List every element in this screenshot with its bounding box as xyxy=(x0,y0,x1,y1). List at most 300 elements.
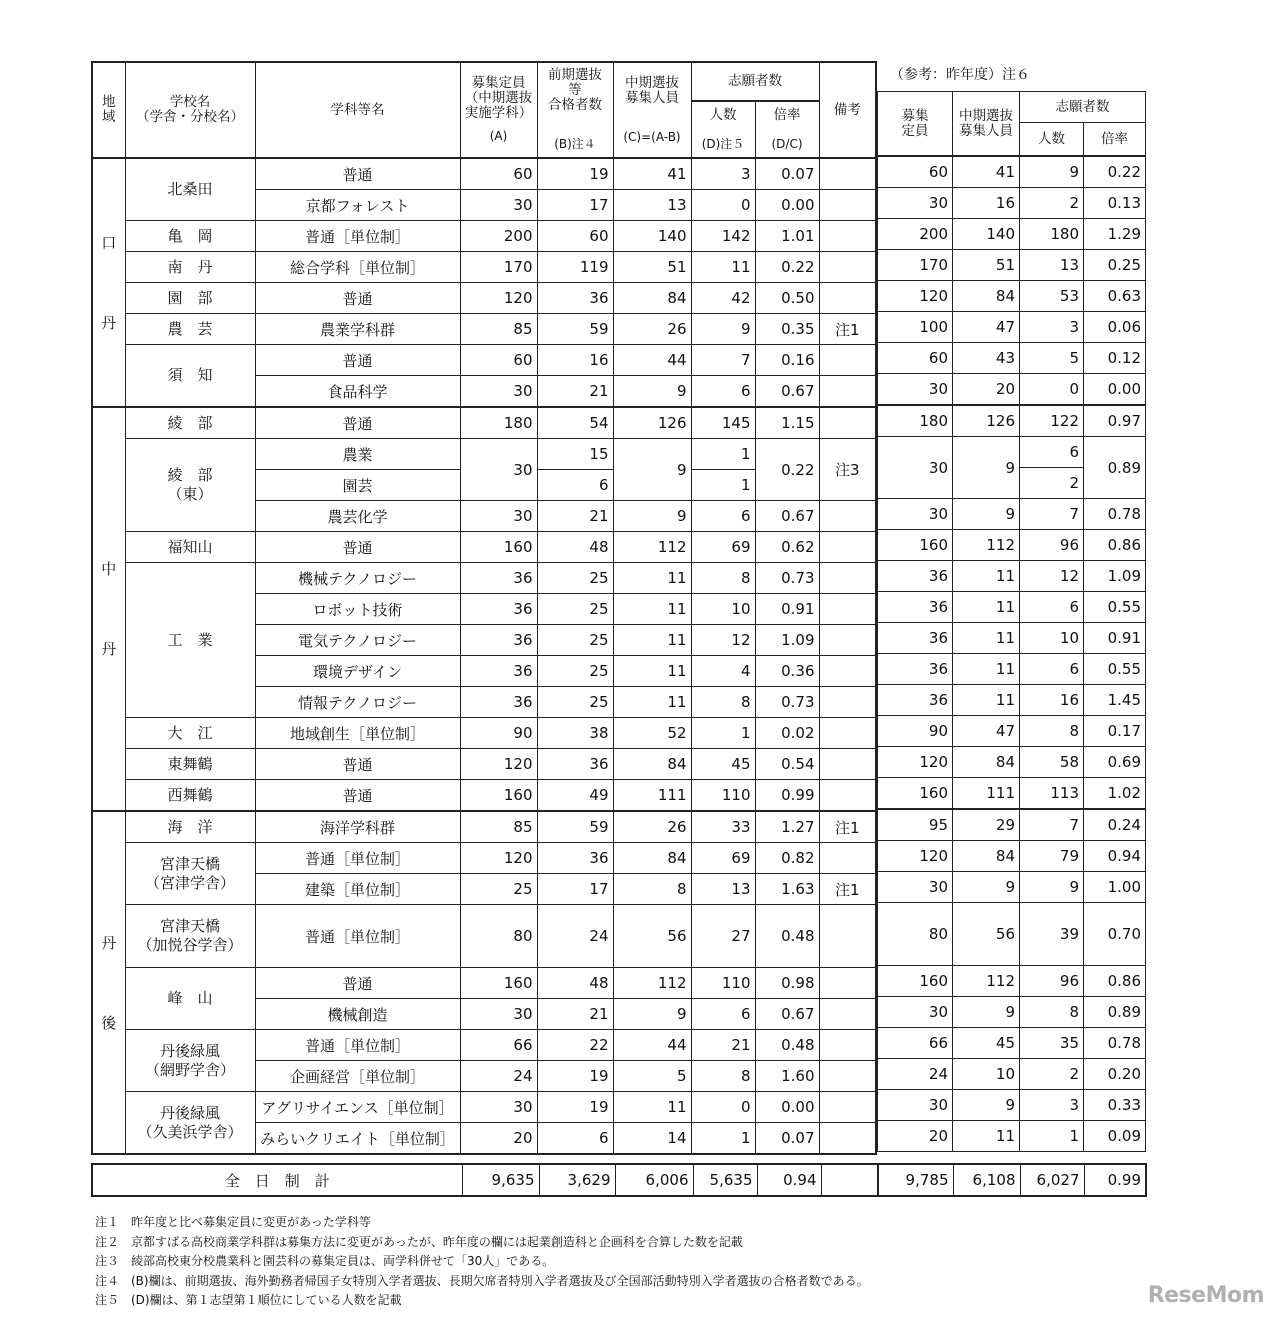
department-name: 普通［単位制］ xyxy=(255,905,460,968)
count-value: 12 xyxy=(691,625,755,656)
table-row xyxy=(92,158,876,190)
ratio-value: 0.82 xyxy=(755,843,819,874)
school-name: 丹後緑風 （網野学舎） xyxy=(125,1030,255,1092)
header-ratio-sub: (D/C) xyxy=(771,136,803,151)
capacity-value: 25 xyxy=(460,874,537,905)
remarks-value xyxy=(819,1061,876,1092)
table-row xyxy=(92,1092,876,1123)
count-value: 4 xyxy=(691,656,755,687)
mid-value: 126 xyxy=(613,407,691,439)
ref-capacity-value: 170 xyxy=(878,250,953,281)
header-capacity-sub: (A) xyxy=(489,129,508,143)
ref-table-row xyxy=(878,841,1146,872)
ref-table-row xyxy=(878,966,1146,997)
ratio-value: 0.54 xyxy=(755,749,819,780)
ref-count-value: 53 xyxy=(1020,281,1084,312)
department-name: 普通 xyxy=(255,968,460,999)
totals-reference-row xyxy=(877,1163,1147,1197)
totals-ref-capacity: 9,785 xyxy=(878,1164,953,1196)
table-row xyxy=(92,968,876,999)
header-area: 地域 xyxy=(92,62,125,158)
totals-ref-mid: 6,108 xyxy=(953,1164,1020,1196)
totals-ref-ratio: 0.99 xyxy=(1084,1164,1146,1196)
department-name: 機械テクノロジー xyxy=(255,563,460,594)
capacity-value: 30 xyxy=(460,999,537,1030)
remarks-value xyxy=(819,1092,876,1123)
department-name: 海洋学科群 xyxy=(255,811,460,843)
ref-capacity-value: 20 xyxy=(878,1121,953,1152)
ref-mid-value: 11 xyxy=(953,592,1020,623)
ratio-value: 0.22 xyxy=(755,252,819,283)
table-row xyxy=(92,283,876,314)
mid-value: 41 xyxy=(613,158,691,190)
school-name: 南 丹 xyxy=(125,252,255,283)
ref-table-row xyxy=(878,499,1146,530)
ref-capacity-value: 180 xyxy=(878,405,953,437)
capacity-value: 85 xyxy=(460,811,537,843)
table-row xyxy=(92,780,876,812)
ref-table-row xyxy=(878,561,1146,592)
ref-capacity-value: 160 xyxy=(878,778,953,810)
mid-value: 44 xyxy=(613,1030,691,1061)
mid-value: 9 xyxy=(613,439,691,501)
department-name: 食品科学 xyxy=(255,376,460,408)
remarks-value: 注1 xyxy=(819,314,876,345)
ref-table-row xyxy=(878,1121,1146,1152)
early-value: 59 xyxy=(537,811,613,843)
ref-capacity-value: 120 xyxy=(878,281,953,312)
capacity-value: 30 xyxy=(460,501,537,532)
count-value: 10 xyxy=(691,594,755,625)
ref-table-row xyxy=(878,219,1146,250)
count-value: 110 xyxy=(691,780,755,812)
table-row xyxy=(92,532,876,563)
school-name: 園 部 xyxy=(125,283,255,314)
ref-mid-value: 11 xyxy=(953,654,1020,685)
ratio-value: 0.35 xyxy=(755,314,819,345)
ratio-value: 0.91 xyxy=(755,594,819,625)
ref-count-value: 7 xyxy=(1020,499,1084,530)
count-value: 33 xyxy=(691,811,755,843)
count-value: 0 xyxy=(691,1092,755,1123)
ref-count-value: 12 xyxy=(1020,561,1084,592)
remarks-value xyxy=(819,563,876,594)
ref-capacity-value: 60 xyxy=(878,156,953,188)
ref-table-row xyxy=(878,156,1146,188)
ref-mid-value: 9 xyxy=(953,499,1020,530)
remarks-value xyxy=(819,843,876,874)
count-value: 8 xyxy=(691,563,755,594)
ref-capacity-value: 30 xyxy=(878,997,953,1028)
ref-ratio-value: 0.55 xyxy=(1084,592,1146,623)
ref-count-value: 96 xyxy=(1020,530,1084,561)
totals-b: 3,629 xyxy=(539,1164,615,1196)
count-value: 69 xyxy=(691,532,755,563)
count-value: 8 xyxy=(691,687,755,718)
early-value: 54 xyxy=(537,407,613,439)
ref-mid-value: 16 xyxy=(953,188,1020,219)
early-value: 36 xyxy=(537,843,613,874)
school-name: 工 業 xyxy=(125,563,255,718)
ref-table-row xyxy=(878,437,1146,468)
mid-value: 84 xyxy=(613,283,691,314)
remarks-value xyxy=(819,656,876,687)
capacity-value: 170 xyxy=(460,252,537,283)
ref-ratio-value: 0.24 xyxy=(1084,809,1146,841)
ref-mid-value: 10 xyxy=(953,1059,1020,1090)
count-value: 7 xyxy=(691,345,755,376)
ref-header-count: 人数 xyxy=(1020,123,1084,157)
ratio-value: 0.73 xyxy=(755,563,819,594)
school-name: 亀 岡 xyxy=(125,221,255,252)
ref-capacity-value: 200 xyxy=(878,219,953,250)
ref-capacity-value: 160 xyxy=(878,530,953,561)
header-mid-sub: (C)=(A-B) xyxy=(623,129,681,144)
school-name: 須 知 xyxy=(125,345,255,408)
ref-capacity-value: 120 xyxy=(878,841,953,872)
count-value: 3 xyxy=(691,158,755,190)
ref-count-value: 6 xyxy=(1020,654,1084,685)
count-value: 21 xyxy=(691,1030,755,1061)
remarks-value: 注1 xyxy=(819,874,876,905)
early-value: 25 xyxy=(537,625,613,656)
ref-ratio-value: 0.09 xyxy=(1084,1121,1146,1152)
remarks-value xyxy=(819,501,876,532)
remarks-value xyxy=(819,625,876,656)
ref-mid-value: 140 xyxy=(953,219,1020,250)
capacity-value: 30 xyxy=(460,376,537,408)
ref-capacity-value: 80 xyxy=(878,903,953,966)
header-capacity-label: 募集定員 （中期選抜 実施学科） xyxy=(464,75,533,121)
department-name: 普通 xyxy=(255,158,460,190)
ref-table-row xyxy=(878,623,1146,654)
remarks-value: 注3 xyxy=(819,439,876,501)
early-value: 15 xyxy=(537,439,613,470)
table-row xyxy=(92,314,876,345)
mid-value: 51 xyxy=(613,252,691,283)
ref-mid-value: 112 xyxy=(953,966,1020,997)
ref-table-row xyxy=(878,778,1146,810)
mid-value: 5 xyxy=(613,1061,691,1092)
mid-value: 11 xyxy=(613,625,691,656)
early-value: 48 xyxy=(537,532,613,563)
department-name: 普通 xyxy=(255,283,460,314)
main-table xyxy=(91,61,877,1155)
ref-ratio-value: 1.45 xyxy=(1084,685,1146,716)
school-name: 農 芸 xyxy=(125,314,255,345)
early-value: 22 xyxy=(537,1030,613,1061)
ref-table-row xyxy=(878,903,1146,966)
ref-mid-value: 84 xyxy=(953,281,1020,312)
school-name: 西舞鶴 xyxy=(125,780,255,812)
ref-ratio-value: 0.25 xyxy=(1084,250,1146,281)
ref-table-row xyxy=(878,997,1146,1028)
count-value: 13 xyxy=(691,874,755,905)
capacity-value: 36 xyxy=(460,563,537,594)
department-name: 普通［単位制］ xyxy=(255,221,460,252)
capacity-value: 120 xyxy=(460,749,537,780)
capacity-value: 200 xyxy=(460,221,537,252)
count-value: 1 xyxy=(691,470,755,501)
remarks-value xyxy=(819,252,876,283)
ref-ratio-value: 0.00 xyxy=(1084,374,1146,406)
ref-count-value: 8 xyxy=(1020,716,1084,747)
capacity-value: 20 xyxy=(460,1123,537,1155)
remarks-value xyxy=(819,345,876,376)
capacity-value: 36 xyxy=(460,687,537,718)
ref-ratio-value: 1.00 xyxy=(1084,872,1146,903)
ref-ratio-value: 0.89 xyxy=(1084,437,1146,499)
capacity-value: 36 xyxy=(460,625,537,656)
ratio-value: 0.00 xyxy=(755,190,819,221)
ref-ratio-value: 0.91 xyxy=(1084,623,1146,654)
capacity-value: 80 xyxy=(460,905,537,968)
ref-mid-value: 11 xyxy=(953,685,1020,716)
ref-mid-value: 11 xyxy=(953,1121,1020,1152)
totals-d: 5,635 xyxy=(693,1164,757,1196)
early-value: 25 xyxy=(537,594,613,625)
ref-ratio-value: 0.70 xyxy=(1084,903,1146,966)
department-name: 農業 xyxy=(255,439,460,470)
department-name: 建築［単位制］ xyxy=(255,874,460,905)
table-row xyxy=(92,345,876,376)
count-value: 11 xyxy=(691,252,755,283)
mid-value: 9 xyxy=(613,999,691,1030)
ratio-value: 0.22 xyxy=(755,439,819,501)
footnote: 注３ 綾部高校東分校農業科と園芸科の募集定員は、両学科併せて「30人」である。 xyxy=(95,1254,555,1268)
department-name: 普通［単位制］ xyxy=(255,843,460,874)
mid-value: 11 xyxy=(613,1092,691,1123)
ref-capacity-value: 30 xyxy=(878,437,953,499)
department-name: 普通 xyxy=(255,345,460,376)
capacity-value: 24 xyxy=(460,1061,537,1092)
remarks-value xyxy=(819,749,876,780)
ref-ratio-value: 0.78 xyxy=(1084,499,1146,530)
totals-ratio: 0.94 xyxy=(757,1164,821,1196)
ref-capacity-value: 36 xyxy=(878,561,953,592)
header-early-sub: (B)注４ xyxy=(554,137,596,151)
department-name: 機械創造 xyxy=(255,999,460,1030)
department-name: 地域創生［単位制］ xyxy=(255,718,460,749)
header-remarks: 備考 xyxy=(819,62,876,158)
ref-ratio-value: 0.20 xyxy=(1084,1059,1146,1090)
ref-table-row xyxy=(878,685,1146,716)
remarks-value xyxy=(819,407,876,439)
footnotes xyxy=(95,1213,869,1311)
ref-mid-value: 84 xyxy=(953,747,1020,778)
ref-table-row xyxy=(878,872,1146,903)
remarks-value xyxy=(819,718,876,749)
ref-ratio-value: 0.78 xyxy=(1084,1028,1146,1059)
mid-value: 26 xyxy=(613,314,691,345)
mid-value: 11 xyxy=(613,656,691,687)
mid-value: 11 xyxy=(613,563,691,594)
ref-capacity-value: 30 xyxy=(878,188,953,219)
school-name: 峰 山 xyxy=(125,968,255,1030)
count-value: 45 xyxy=(691,749,755,780)
count-value: 145 xyxy=(691,407,755,439)
remarks-value xyxy=(819,780,876,812)
ref-count-value: 2 xyxy=(1020,468,1084,499)
department-name: アグリサイエンス［単位制］ xyxy=(255,1092,460,1123)
capacity-value: 36 xyxy=(460,594,537,625)
early-value: 25 xyxy=(537,687,613,718)
ref-mid-value: 9 xyxy=(953,997,1020,1028)
table-row xyxy=(92,563,876,594)
ref-capacity-value: 36 xyxy=(878,592,953,623)
ref-table-row xyxy=(878,188,1146,219)
ref-ratio-value: 1.09 xyxy=(1084,561,1146,592)
remarks-value xyxy=(819,283,876,314)
ref-ratio-value: 0.55 xyxy=(1084,654,1146,685)
count-value: 6 xyxy=(691,376,755,408)
remarks-value xyxy=(819,968,876,999)
header-school: 学校名 （学舎・分校名） xyxy=(125,62,255,158)
ref-mid-value: 9 xyxy=(953,437,1020,499)
department-name: 環境デザイン xyxy=(255,656,460,687)
reference-table xyxy=(877,61,1146,1152)
mid-value: 84 xyxy=(613,749,691,780)
reference-caption-spacer xyxy=(878,61,1146,92)
remarks-value xyxy=(819,999,876,1030)
ref-mid-value: 9 xyxy=(953,1090,1020,1121)
ref-count-value: 7 xyxy=(1020,809,1084,841)
ratio-value: 0.02 xyxy=(755,718,819,749)
footnote: 注５ (D)欄は、第１志望第１順位にしている人数を記載 xyxy=(95,1293,402,1307)
capacity-value: 120 xyxy=(460,283,537,314)
early-value: 60 xyxy=(537,221,613,252)
table-row xyxy=(92,905,876,968)
ref-ratio-value: 0.06 xyxy=(1084,312,1146,343)
table-row xyxy=(92,843,876,874)
footnote: 注１ 昨年度と比べ募集定員に変更があった学科等 xyxy=(95,1215,371,1229)
remarks-value xyxy=(819,687,876,718)
capacity-value: 180 xyxy=(460,407,537,439)
header-early-label: 前期選抜等 合格者数 xyxy=(548,67,602,113)
table-row xyxy=(92,1030,876,1061)
header-capacity xyxy=(460,62,537,158)
ref-ratio-value: 0.97 xyxy=(1084,405,1146,437)
ref-capacity-value: 100 xyxy=(878,312,953,343)
count-value: 6 xyxy=(691,501,755,532)
count-value: 9 xyxy=(691,314,755,345)
ref-count-value: 58 xyxy=(1020,747,1084,778)
ref-count-value: 39 xyxy=(1020,903,1084,966)
ref-count-value: 9 xyxy=(1020,872,1084,903)
header-applicants: 志願者数 xyxy=(691,62,819,101)
area-cell: 口 丹 xyxy=(92,158,125,407)
ref-count-value: 13 xyxy=(1020,250,1084,281)
ratio-value: 1.63 xyxy=(755,874,819,905)
ref-capacity-value: 95 xyxy=(878,809,953,841)
ref-count-value: 5 xyxy=(1020,343,1084,374)
department-name: ロボット技術 xyxy=(255,594,460,625)
remarks-value xyxy=(819,190,876,221)
ratio-value: 1.60 xyxy=(755,1061,819,1092)
ref-mid-value: 51 xyxy=(953,250,1020,281)
ref-count-value: 3 xyxy=(1020,1090,1084,1121)
ref-header-capacity: 募集 定員 xyxy=(878,92,953,157)
ref-count-value: 1 xyxy=(1020,1121,1084,1152)
department-name: 普通 xyxy=(255,407,460,439)
count-value: 110 xyxy=(691,968,755,999)
ratio-value: 0.67 xyxy=(755,376,819,408)
ref-count-value: 6 xyxy=(1020,437,1084,468)
remarks-value xyxy=(819,1030,876,1061)
ratio-value: 0.50 xyxy=(755,283,819,314)
header-mid-label: 中期選抜 募集人員 xyxy=(625,74,679,106)
ref-mid-value: 11 xyxy=(953,561,1020,592)
count-value: 8 xyxy=(691,1061,755,1092)
ref-capacity-value: 30 xyxy=(878,872,953,903)
table-row xyxy=(92,252,876,283)
ref-ratio-value: 0.86 xyxy=(1084,966,1146,997)
capacity-value: 30 xyxy=(460,439,537,501)
ref-table-row xyxy=(878,1028,1146,1059)
ratio-value: 0.48 xyxy=(755,1030,819,1061)
mid-value: 111 xyxy=(613,780,691,812)
capacity-value: 160 xyxy=(460,968,537,999)
ref-count-value: 113 xyxy=(1020,778,1084,810)
ref-ratio-value: 0.17 xyxy=(1084,716,1146,747)
remarks-value xyxy=(819,376,876,408)
ref-mid-value: 20 xyxy=(953,374,1020,406)
school-name: 海 洋 xyxy=(125,811,255,843)
capacity-value: 66 xyxy=(460,1030,537,1061)
ratio-value: 0.99 xyxy=(755,780,819,812)
ref-capacity-value: 36 xyxy=(878,685,953,716)
capacity-value: 85 xyxy=(460,314,537,345)
header-ratio-label: 倍率 xyxy=(773,106,801,123)
department-name: 情報テクノロジー xyxy=(255,687,460,718)
department-name: みらいクリエイト［単位制］ xyxy=(255,1123,460,1155)
mid-value: 14 xyxy=(613,1123,691,1155)
ref-count-value: 35 xyxy=(1020,1028,1084,1059)
ratio-value: 0.07 xyxy=(755,158,819,190)
early-value: 21 xyxy=(537,501,613,532)
early-value: 19 xyxy=(537,158,613,190)
ref-table-row xyxy=(878,716,1146,747)
count-value: 142 xyxy=(691,221,755,252)
ref-count-value: 122 xyxy=(1020,405,1084,437)
capacity-value: 60 xyxy=(460,345,537,376)
ref-mid-value: 126 xyxy=(953,405,1020,437)
ref-capacity-value: 160 xyxy=(878,966,953,997)
ref-ratio-value: 0.69 xyxy=(1084,747,1146,778)
count-value: 27 xyxy=(691,905,755,968)
header-count xyxy=(691,101,755,158)
ref-ratio-value: 0.12 xyxy=(1084,343,1146,374)
ref-count-value: 180 xyxy=(1020,219,1084,250)
mid-value: 13 xyxy=(613,190,691,221)
ref-mid-value: 56 xyxy=(953,903,1020,966)
ref-count-value: 96 xyxy=(1020,966,1084,997)
ref-header-ratio: 倍率 xyxy=(1084,123,1146,157)
ratio-value: 0.98 xyxy=(755,968,819,999)
ratio-value: 0.73 xyxy=(755,687,819,718)
ref-capacity-value: 66 xyxy=(878,1028,953,1059)
department-name: 普通 xyxy=(255,780,460,812)
department-name: 普通［単位制］ xyxy=(255,1030,460,1061)
ref-table-row xyxy=(878,343,1146,374)
table-row xyxy=(92,439,876,470)
early-value: 19 xyxy=(537,1061,613,1092)
ref-table-row xyxy=(878,592,1146,623)
ref-capacity-value: 30 xyxy=(878,1090,953,1121)
ratio-value: 0.00 xyxy=(755,1092,819,1123)
area-cell: 丹 後 xyxy=(92,811,125,1154)
mid-value: 9 xyxy=(613,501,691,532)
